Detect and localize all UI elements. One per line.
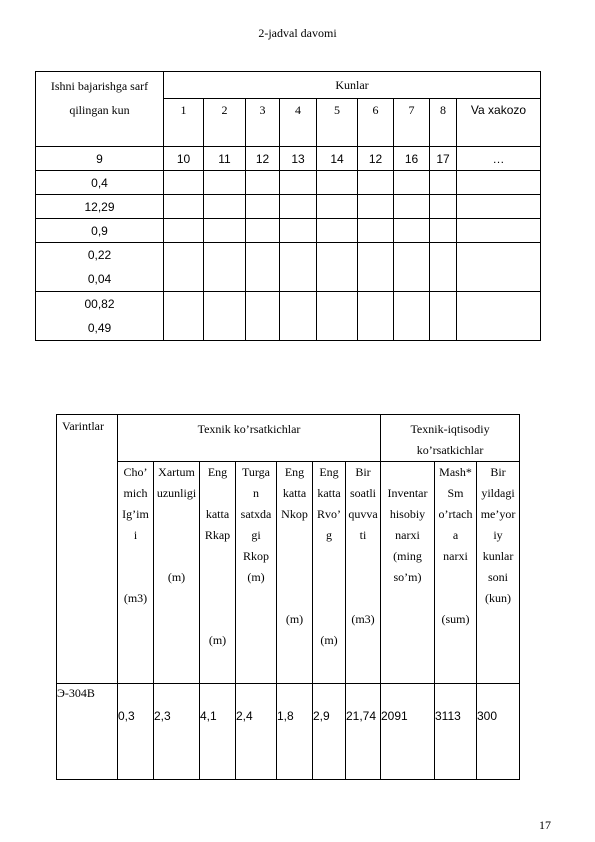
column-header-line: (m) <box>247 570 265 584</box>
day-cell: 2 <box>204 99 246 147</box>
column-header-line: (m3) <box>351 612 375 626</box>
column-header-line: Eng <box>207 465 228 479</box>
value-cell: 3113 <box>435 684 477 780</box>
table-row <box>36 219 541 243</box>
column-header-line: o’rtach <box>438 507 473 521</box>
column-header-line: (m) <box>167 570 186 584</box>
column-header-line: Rkap <box>204 528 231 542</box>
column-header-line: gi <box>251 528 261 542</box>
column-header-line: narxi <box>395 528 420 542</box>
row-cell: 12 <box>358 147 394 171</box>
value-cell: 2,3 <box>154 684 200 780</box>
value-cell: 300 <box>477 684 520 780</box>
work-days-table <box>35 71 541 341</box>
column-header-line: Nkop <box>281 507 308 521</box>
column-header <box>154 462 200 684</box>
column-header-line: katta <box>205 507 230 521</box>
column-header-line: i <box>133 528 138 542</box>
excavator-indicators-table <box>56 414 520 780</box>
day-cell: 7 <box>394 99 430 147</box>
page-number: 17 <box>539 818 551 832</box>
column-header-line: n <box>253 486 259 500</box>
row-label: 12,29 <box>36 195 164 219</box>
column-header <box>435 462 477 684</box>
day-cell: 8 <box>430 99 457 147</box>
column-header-line: iy <box>493 528 503 542</box>
column-header-line: (kun) <box>485 591 512 605</box>
column-header-line: uzunligi <box>156 486 197 500</box>
row-value: 0,22 <box>87 248 112 262</box>
table-row <box>36 171 541 195</box>
column-header <box>277 462 313 684</box>
row-label: Э-304B <box>57 684 118 780</box>
column-header-line: (sum) <box>441 612 470 626</box>
table-row <box>36 292 541 341</box>
column-header-line: Inventar <box>387 486 428 500</box>
column-header-line: Rkop <box>242 549 269 563</box>
table-row <box>57 684 520 780</box>
column-header-line: Mash* <box>439 465 472 479</box>
row-label: 0,4 <box>36 171 164 195</box>
column-header-line: soni <box>488 570 509 584</box>
column-header-line: Xartum <box>158 465 195 479</box>
column-header-line: (m) <box>320 633 338 647</box>
column-header-line: Bir <box>490 465 506 479</box>
row-cell: 9 <box>36 147 164 171</box>
column-header-line: (m) <box>208 633 227 647</box>
row-value: 00,82 <box>84 297 115 311</box>
row-label: 0,9 <box>36 219 164 243</box>
column-header-line: Rvo’ <box>317 507 341 521</box>
column-header-line: (ming <box>393 549 422 563</box>
column-header <box>477 462 520 684</box>
header-work-days: Ishni bajarishga sarf qilingan kun <box>36 72 164 147</box>
column-header-line: satxda <box>240 507 272 521</box>
header-technical: Texnik ko’rsatkichlar <box>118 415 381 462</box>
column-header-line: g <box>326 528 332 542</box>
row-cell: 10 <box>164 147 204 171</box>
column-header-line: Turga <box>241 465 270 479</box>
column-headers-row <box>57 462 520 684</box>
column-header-line: yildagi <box>481 486 515 500</box>
column-header-line: katta <box>282 486 307 500</box>
column-header <box>200 462 236 684</box>
column-header-line: me’yor <box>480 507 516 521</box>
row-value: 0,49 <box>87 321 112 335</box>
column-header-line: hisobiy <box>389 507 426 521</box>
value-cell: 4,1 <box>200 684 236 780</box>
row-cell: 14 <box>317 147 358 171</box>
row-cell: 16 <box>394 147 430 171</box>
column-header-line: so’m) <box>393 570 422 584</box>
day-cell: 1 <box>164 99 204 147</box>
column-header-line: Cho’ <box>123 465 148 479</box>
column-header <box>346 462 381 684</box>
column-header-line: soatli <box>350 486 376 500</box>
column-header-line: Eng <box>319 465 339 479</box>
value-cell: 2091 <box>381 684 435 780</box>
column-header <box>313 462 346 684</box>
value-cell: 0,3 <box>118 684 154 780</box>
value-cell: 2,9 <box>313 684 346 780</box>
row-label <box>36 292 164 341</box>
column-header-line: Eng <box>284 465 305 479</box>
column-header-line: Bir <box>355 465 371 479</box>
value-cell: 21,74 <box>346 684 381 780</box>
row-cell: 12 <box>246 147 280 171</box>
day-cell: 3 <box>246 99 280 147</box>
day-cell: Va xakozo <box>457 99 541 147</box>
table-caption: 2-jadval davomi <box>258 26 337 40</box>
value-cell: 1,8 <box>277 684 313 780</box>
row-cell: 17 <box>430 147 457 171</box>
column-header-line: Ig’im <box>122 507 149 521</box>
day-cell: 5 <box>317 99 358 147</box>
table-row <box>36 243 541 292</box>
column-header-line: (m3) <box>123 591 148 605</box>
column-header-line: katta <box>317 486 341 500</box>
table-row <box>36 195 541 219</box>
row-value: 0,04 <box>87 272 112 286</box>
column-header-line: kunlar <box>482 549 514 563</box>
column-header <box>236 462 277 684</box>
column-header-line: quvva <box>348 507 378 521</box>
column-header-line: a <box>452 528 459 542</box>
column-header-line: (m) <box>285 612 304 626</box>
header-kunlar: Kunlar <box>164 72 541 99</box>
row-cell: 13 <box>280 147 317 171</box>
column-header-line: ti <box>359 528 367 542</box>
table-row <box>36 147 541 171</box>
row-label <box>36 243 164 292</box>
column-header-line: mich <box>123 486 148 500</box>
day-cell: 6 <box>358 99 394 147</box>
column-header-line: Sm <box>447 486 464 500</box>
value-cell: 2,4 <box>236 684 277 780</box>
row-cell: … <box>457 147 541 171</box>
day-cell: 4 <box>280 99 317 147</box>
column-header <box>118 462 154 684</box>
header-varintlar: Varintlar <box>57 415 118 684</box>
row-cell: 11 <box>204 147 246 171</box>
column-header-line: narxi <box>443 549 468 563</box>
column-header <box>381 462 435 684</box>
header-economic: Texnik-iqtisodiy ko’rsatkichlar <box>381 415 520 462</box>
